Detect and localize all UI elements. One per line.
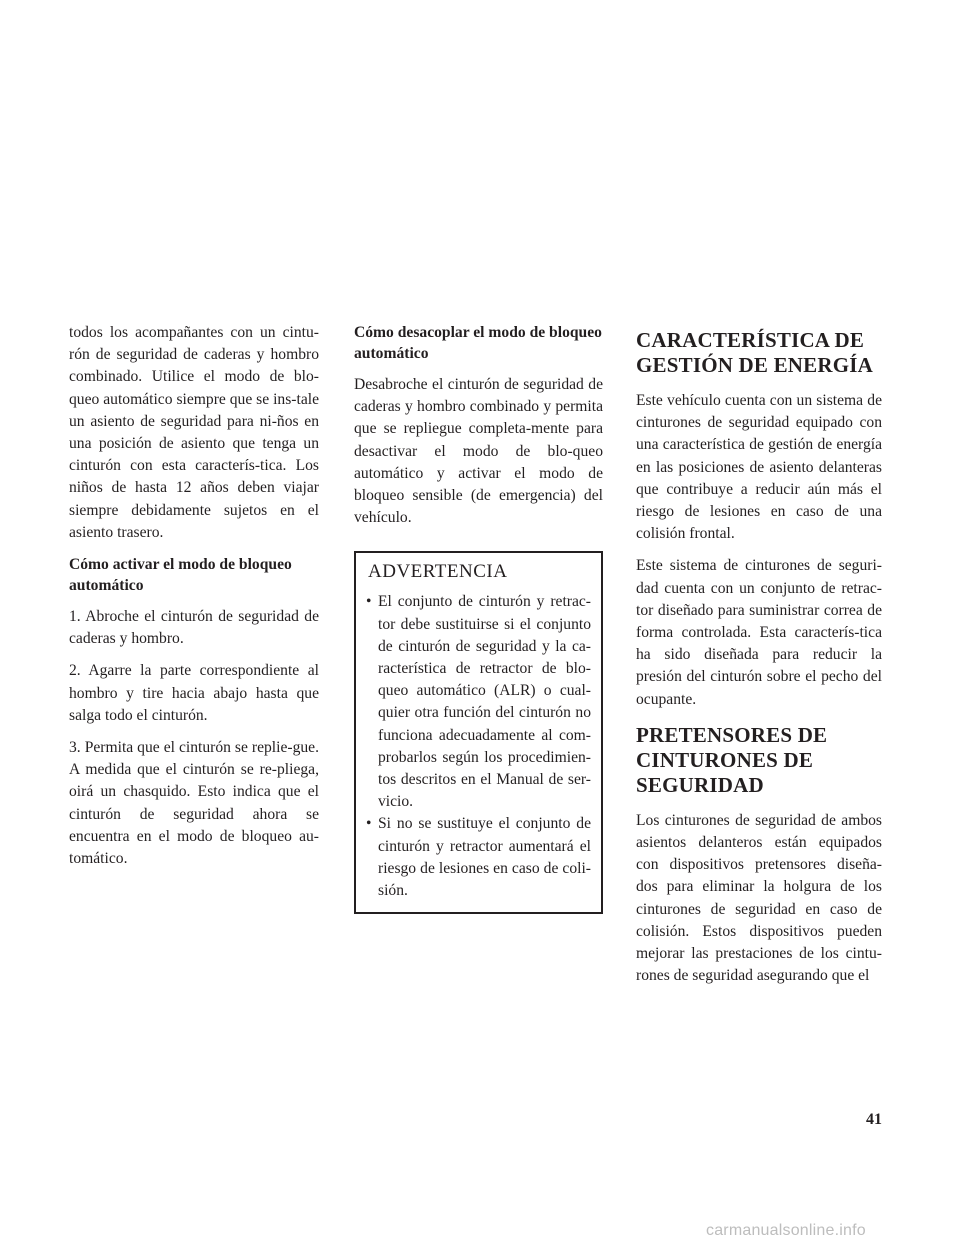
bullet-icon: • bbox=[366, 815, 372, 833]
step-3: 3. Permita que el cinturón se replie-gue. A medida que el cinturón se re-pliega, oirá un chasquido. Esto indica que el cinturón de seguridad ahora se encuentra en el modo de bloqueo au-tomático. bbox=[69, 739, 319, 868]
column-right bbox=[636, 322, 882, 997]
warning-item bbox=[366, 813, 591, 902]
warning-item bbox=[366, 591, 591, 813]
warning-item-text: Si no se sustituye el conjunto de cinturón y retractor aumentará el riesgo de lesiones en caso de coli-sión. bbox=[378, 815, 591, 900]
warning-item-text: El conjunto de cinturón y retrac-tor debe sustituirse si el conjunto de cinturón de seguridad y la ca-racterística de retractor de blo-queo automático (ALR) o cual-quier otra función del cinturón no funciona adecuadamente al com-probarlos según los procedimien-tos descritos en el Manual de ser-vicio. bbox=[378, 593, 591, 811]
heading-pretensioners: PRETENSORES DE CINTURONES DE SEGURIDAD bbox=[636, 722, 828, 797]
step-2: 2. Agarre la parte correspondiente al hombro y tire hacia abajo hasta que salga todo el cinturón. bbox=[69, 662, 319, 724]
warning-box bbox=[354, 551, 603, 914]
subheading-activate-auto-lock: Cómo activar el modo de bloqueo automático bbox=[69, 556, 292, 595]
bullet-icon: • bbox=[366, 593, 372, 611]
page-number: 41 bbox=[866, 1111, 882, 1128]
intro-paragraph: todos los acompañantes con un cintu-rón de seguridad de caderas y hombro combinado. Utilice el modo de blo-queo automático siempre que se ins-tale un asiento de seguridad para ni-ños en una posición de asiento que tenga un cinturón con esta caracterís-tica. Los niños de hasta 12 años deben viajar siempre debidamente sujetos en el asiento trasero. bbox=[69, 324, 319, 541]
warning-list bbox=[366, 591, 591, 902]
disengage-paragraph: Desabroche el cinturón de seguridad de caderas y hombro combinado y permita que se repliegue completa-mente para desactivar el modo de blo-queo automático y activar el modo de bloqueo sensible (de emergencia) del vehículo. bbox=[354, 376, 603, 527]
energy-paragraph-2: Este sistema de cinturones de seguri-dad cuenta con un conjunto de retrac-tor diseñado para suministrar correa de forma controlada. Esta caracterís-tica ha sido diseñada para reducir la presión del cinturón sobre el pecho del ocupante. bbox=[636, 557, 882, 708]
column-left bbox=[69, 322, 319, 880]
watermark: carmanualsonline.info bbox=[706, 1222, 866, 1239]
warning-title: ADVERTENCIA bbox=[368, 561, 508, 583]
step-1: 1. Abroche el cinturón de seguridad de caderas y hombro. bbox=[69, 608, 319, 648]
subheading-disengage-auto-lock: Cómo desacoplar el modo de bloqueo automático bbox=[354, 324, 602, 362]
heading-energy-management: CARACTERÍSTICA DE GESTIÓN DE ENERGÍA bbox=[636, 328, 873, 377]
column-middle bbox=[354, 322, 603, 914]
pretensioner-paragraph: Los cinturones de seguridad de ambos asientos delanteros están equipados con dispositivos pretensores diseña-dos para eliminar la holgura de los cinturones de seguridad en caso de colisión. Estos dispositivos pueden mejorar las prestaciones de los cintu-rones de seguridad asegurando que el bbox=[636, 811, 882, 985]
energy-paragraph-1: Este vehículo cuenta con un sistema de cinturones de seguridad equipado con una característica de gestión de energía en las posiciones de asiento delanteras que contribuye a reducir aún más el riesgo de lesiones en caso de una colisión frontal. bbox=[636, 392, 882, 543]
